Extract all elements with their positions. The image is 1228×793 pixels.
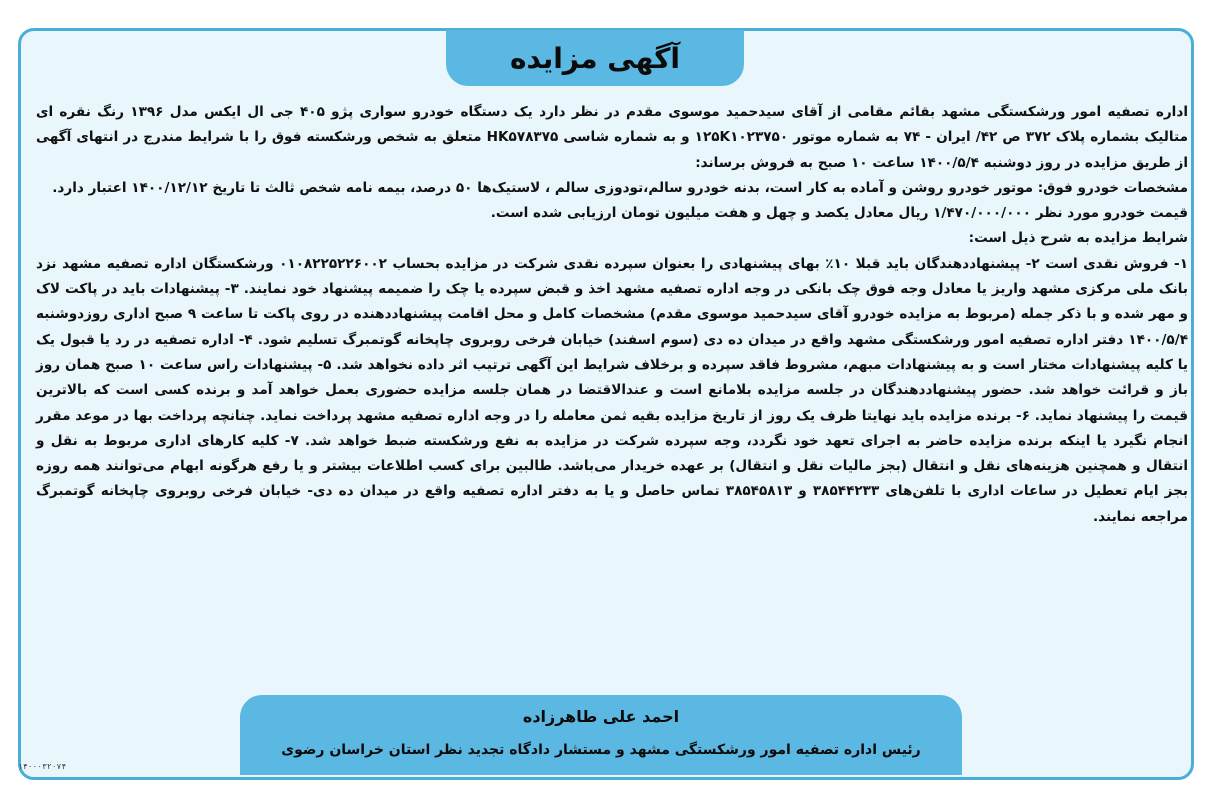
intro-paragraph: اداره تصفیه امور ورشکستگی مشهد بقائم مقامی از آقای سیدحمید موسوی مقدم در نظر دارد یک دستگاه خودرو سواری پژو ۴۰۵ جی ال ایکس مدل ۱۳۹۶ رنگ نقره ای متالیک بشماره پلاک ۳۷۲ ص ۴۲/ ایران - ۷۴ به شماره موتور ۱۲۵K۱۰۲۳۷۵۰ و به شماره شاسی HK۵۷۸۳۷۵ متعلق به شخص ورشکسته فوق را با شرایط مندرج در انتهای آگهی از طریق مزایده در روز دوشنبه ۱۴۰۰/۵/۴ ساعت ۱۰ صبح به فروش برساند: xyxy=(36,104,1188,171)
notice-code: ۱۴۰۰۰۳۲۰۷۴ xyxy=(18,762,67,771)
signature-box xyxy=(240,695,962,775)
signatory-role: رئیس اداره تصفیه امور ورشکستگی مشهد و مستشار دادگاه تجدید نظر استان خراسان رضوی xyxy=(281,742,921,758)
conditions-paragraph: ۱- فروش نقدی است ۲- پیشنهاددهندگان باید قبلا ۱۰٪ بهای پیشنهادی را بعنوان سپرده نقدی شرکت در مزایده بحساب ۰۱۰۸۲۲۵۲۲۶۰۰۲ ورشکستگان اداره تصفیه مشهد نزد بانک ملی مرکزی مشهد واریز یا معادل وجه فوق چک بانکی در وجه اداره تصفیه مشهد اخذ و قبض سپرده یا چک را ضمیمه پیشنهاد خود نمایند. ۳- پیشنهادات باید در پاکت لاک و مهر شده و با ذکر جمله (مربوط به مزایده خودرو آقای سیدحمید موسوی مقدم) مشخصات کامل و محل اقامت پیشنهاددهنده در روی پاکت تا ساعت ۹ صبح اداری روزدوشنبه ۱۴۰۰/۵/۴ دفتر اداره تصفیه امور ورشکستگی مشهد واقع در میدان ده دی (سوم اسفند) خیابان فرخی روبروی چاپخانه گوتمبرگ تسلیم شود. ۴- اداره تصفیه در رد یا قبول یک یا کلیه پیشنهادات مختار است و به پیشنهادات مبهم، مشروط فاقد سپرده و برخلاف شرایط این آگهی ترتیب اثر داده نخواهد شد. ۵- پیشنهادات راس ساعت ۱۰ صبح همان روز باز و قرائت خواهد شد. حضور پیشنهاددهندگان در جلسه مزایده بلامانع است و عندالاقتضا در همان جلسه مزایده حضوری بعمل خواهد آمد و برنده کسی است که بالاترین قیمت را پیشنهاد نماید. ۶- برنده مزایده باید نهایتا ظرف یک روز از تاریخ مزایده بقیه ثمن معامله را در وجه اداره تصفیه مشهد پرداخت نماید. چنانچه پرداخت بها در موعد مقرر انجام نگیرد یا اینکه برنده مزایده حاضر به اجرای تعهد خود نگردد، وجه سپرده شرکت در مزایده به نفع ورشکسته ضبط خواهد شد. ۷- کلیه کارهای اداری مربوط به نقل و انتقال و همچنین هزینه‌های نقل و انتقال (بجز مالیات نقل و انتقال) بر عهده خریدار می‌باشد. طالبین برای کسب اطلاعات بیشتر و یا رفع هرگونه ابهام می‌توانند همه روزه بجز ایام تعطیل در ساعات اداری با تلفن‌های ۳۸۵۴۴۲۳۳ و ۳۸۵۴۵۸۱۳ تماس حاصل و یا به دفتر اداره تصفیه واقع در میدان ده دی- خیابان فرخی روبروی چاپخانه گوتمبرگ مراجعه نمایند. xyxy=(36,255,1189,525)
signatory-name: احمد علی طاهرزاده xyxy=(522,707,680,726)
notice-title: آگهی مزایده xyxy=(509,41,680,75)
title-banner xyxy=(446,30,744,86)
notice-body xyxy=(36,100,1188,530)
car-specs-paragraph: مشخصات خودرو فوق: موتور خودرو روشن و آماده به کار است، بدنه خودرو سالم،تودوزی سالم ، لاستیک‌ها ۵۰ درصد، بیمه نامه شخص ثالث تا تاریخ ۱۴۰۰/۱۲/۱۲ اعتبار دارد. xyxy=(52,179,1188,196)
price-paragraph: قیمت خودرو مورد نظر ۱/۴۷۰/۰۰۰/۰۰۰ ریال معادل یکصد و چهل و هفت میلیون تومان ارزیابی شده است. xyxy=(490,205,1188,222)
conditions-heading: شرایط مزایده به شرح ذیل است: xyxy=(968,230,1188,247)
